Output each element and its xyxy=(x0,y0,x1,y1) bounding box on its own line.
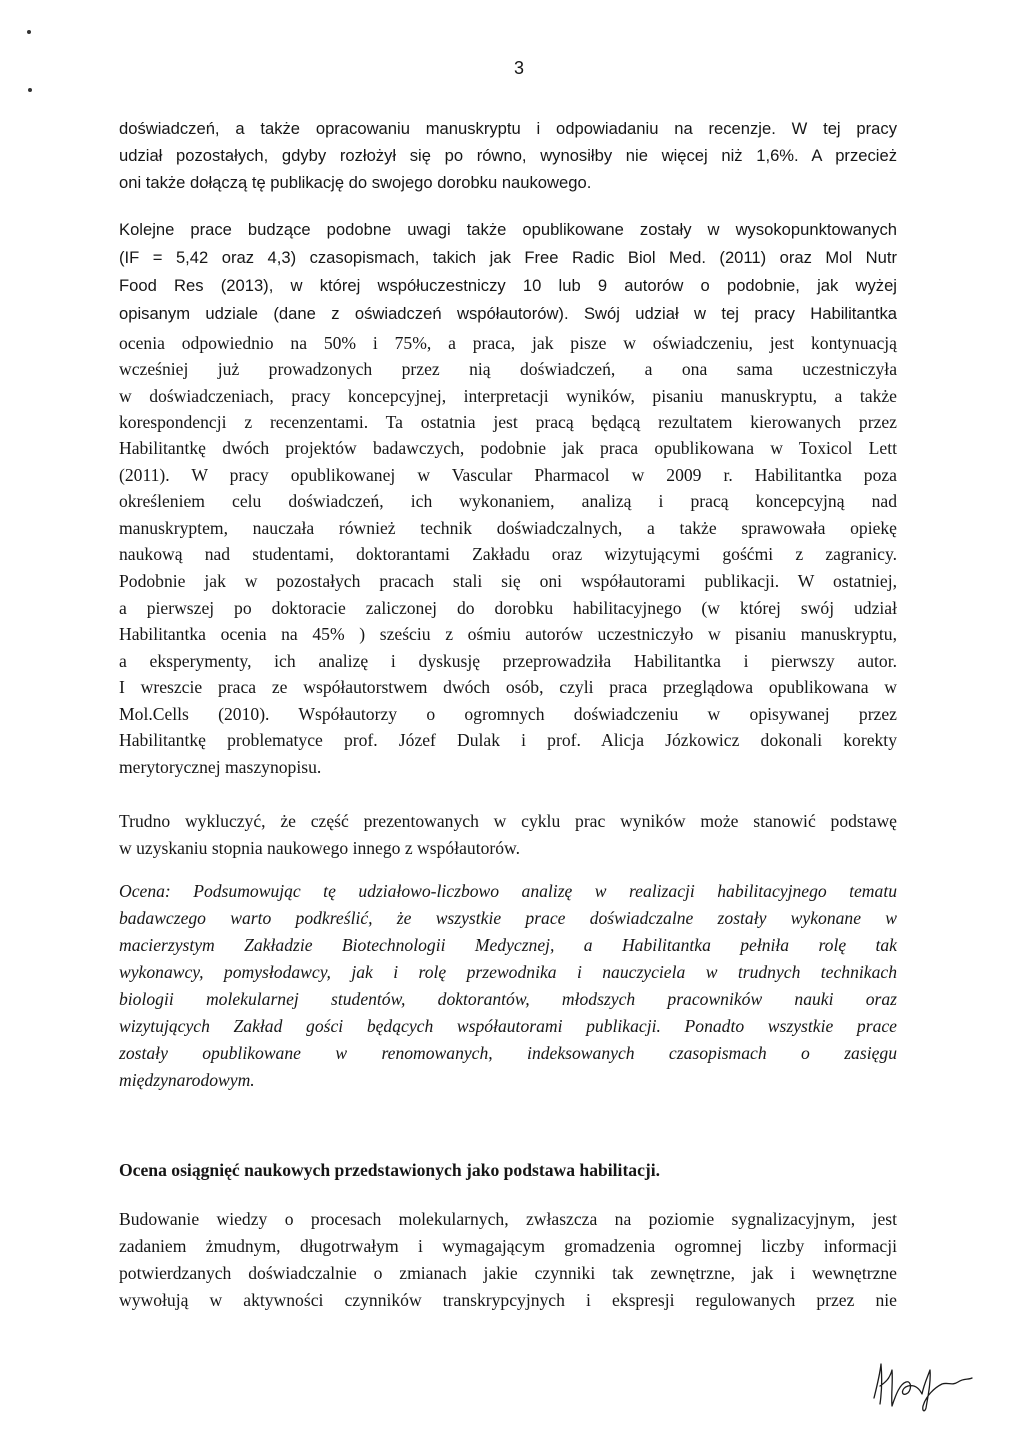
text-line: wcześniej już prowadzonych przez nią doświadczeń, a ona sama uczestniczyła xyxy=(119,359,897,379)
text-line: Habilitantkę dwóch projektów badawczych, podobnie jak praca opublikowana w Toxicol Lett xyxy=(119,438,897,458)
text-line: Trudno wykluczyć, że część prezentowanych w cyklu prac wyników może stanowić podstawę xyxy=(119,811,897,831)
text-line: Budowanie wiedzy o procesach molekularnych, zwłaszcza na poziomie sygnalizacyjnym, jest xyxy=(119,1209,897,1229)
scan-artifact-dot xyxy=(27,30,31,34)
text-line: potwierdzanych doświadczalnie o zmianach jakie czynniki tak zewnętrzne, jak i wewnętrzne xyxy=(119,1263,897,1283)
assessment-line: międzynarodowym. xyxy=(119,1070,255,1090)
text-line: wywołują w aktywności czynników transkrypcyjnych i ekspresji regulowanych przez nie xyxy=(119,1290,897,1310)
text-line: I wreszcie praca ze współautorstwem dwóch osób, czyli praca przeglądowa opublikowana w xyxy=(119,677,897,697)
text-line: w uzyskaniu stopnia naukowego innego z współautorów. xyxy=(119,838,520,858)
text-line: udział pozostałych, gdyby rozłożył się po równo, wynosiłby nie więcej niż 1,6%. A przecież xyxy=(119,146,897,165)
assessment-line: macierzystym Zakładzie Biotechnologii Medycznej, a Habilitantka pełniła rolę tak xyxy=(119,935,897,955)
scan-artifact-dot xyxy=(28,88,32,92)
text-line: Mol.Cells (2010). Współautorzy o ogromnych doświadczeniu w opisywanej przez xyxy=(119,704,897,724)
text-line: Food Res (2013), w której współuczestniczy 10 lub 9 autorów o podobnie, jak wyżej xyxy=(119,276,897,295)
assessment-line: Ocena: Podsumowując tę udziałowo-liczbowo analizę w realizacji habilitacyjnego tematu xyxy=(119,881,897,901)
section-heading: Ocena osiągnięć naukowych przedstawionych jako podstawa habilitacji. xyxy=(119,1160,661,1180)
text-line: określeniem celu doświadczeń, ich wykonaniem, analizą i pracą koncepcyjną nad xyxy=(119,491,897,511)
assessment-line: badawczego warto podkreślić, że wszystkie prace doświadczalne zostały wykonane w xyxy=(119,908,897,928)
text-line: Habilitantka ocenia na 45% ) sześciu z ośmiu autorów uczestniczyło w pisaniu manuskryptu, xyxy=(119,624,897,644)
text-line: oni także dołączą tę publikację do swojego dorobku naukowego. xyxy=(119,173,592,192)
text-line: Habilitantkę problematyce prof. Józef Dulak i prof. Alicja Józkowicz dokonali korekty xyxy=(119,730,897,750)
assessment-line: zostały opublikowane w renomowanych, indeksowanych czasopismach o zasięgu xyxy=(119,1043,897,1063)
assessment-line: wizytujących Zakład gości będących współautorami publikacji. Ponadto wszystkie prace xyxy=(119,1016,897,1036)
text-line: w doświadczeniach, pracy koncepcyjnej, interpretacji wyników, pisaniu manuskryptu, a także xyxy=(119,386,897,406)
text-line: opisanym udziale (dane z oświadczeń współautorów). Swój udział w tej pracy Habilitantka xyxy=(119,304,897,323)
text-line: zadaniem żmudnym, długotrwałym i wymagającym gromadzenia ogromnej liczby informacji xyxy=(119,1236,897,1256)
text-line: naukową nad studentami, doktorantami Zakładu oraz wizytującymi gośćmi z zagranicy. xyxy=(119,544,897,564)
text-line: ocenia odpowiednio na 50% i 75%, a praca, jak pisze w oświadczeniu, jest kontynuacją xyxy=(119,333,897,353)
text-line: manuskryptem, nauczała również technik doświadczalnych, a także sprawowała opiekę xyxy=(119,518,897,538)
handwritten-signature xyxy=(868,1348,978,1414)
text-line: doświadczeń, a także opracowaniu manuskryptu i odpowiadaniu na recenzje. W tej pracy xyxy=(119,119,897,138)
assessment-line: wykonawcy, pomysłodawcy, jak i rolę przewodnika i nauczyciela w trudnych technikach xyxy=(119,962,897,982)
text-line: a eksperymenty, ich analizę i dyskusję przeprowadziła Habilitantka i pierwszy autor. xyxy=(119,651,897,671)
text-line: merytorycznej maszynopisu. xyxy=(119,757,322,777)
text-line: (2011). W pracy opublikowanej w Vascular Pharmacol w 2009 r. Habilitantka poza xyxy=(119,465,897,485)
text-line: Kolejne prace budzące podobne uwagi także opublikowane zostały w wysokopunktowanych xyxy=(119,220,897,239)
text-line: a pierwszej po doktoracie zaliczonej do dorobku habilitacyjnego (w której swój udział xyxy=(119,598,897,618)
text-line: korespondencji z recenzentami. Ta ostatnia jest pracą będącą rezultatem kierowanych przez xyxy=(119,412,897,432)
page-number: 3 xyxy=(513,58,524,78)
assessment-line: biologii molekularnej studentów, doktorantów, młodszych pracowników nauki oraz xyxy=(119,989,897,1009)
text-line: (IF = 5,42 oraz 4,3) czasopismach, takich jak Free Radic Biol Med. (2011) oraz Mol Nutr xyxy=(119,248,897,267)
text-line: Podobnie jak w pozostałych pracach stali się oni współautorami publikacji. W ostatniej, xyxy=(119,571,897,591)
